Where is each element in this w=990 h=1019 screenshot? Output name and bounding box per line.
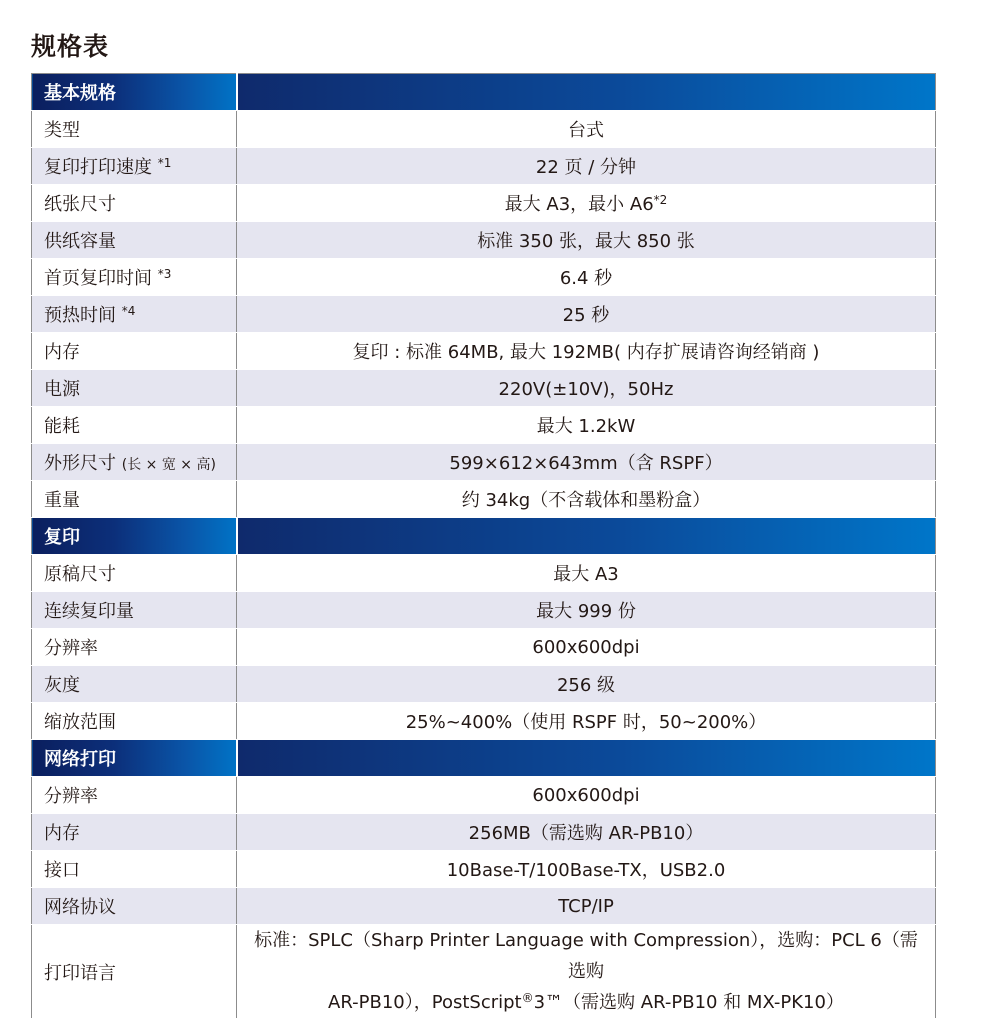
footnote-mark: *4 xyxy=(121,304,136,318)
footnote-mark: *2 xyxy=(653,193,668,207)
spec-label: 预热时间 $^{*4}$ xyxy=(32,296,237,333)
value-line-1: 标准：SPLC（Sharp Printer Language with Compression），选购：PCL 6（需选购 xyxy=(254,930,918,982)
table-row xyxy=(32,296,936,333)
spec-label: 复印打印速度 $^{*1}$ xyxy=(32,148,237,185)
spec-value: 6.4 秒 xyxy=(237,259,936,296)
table-row xyxy=(32,148,936,185)
table-row xyxy=(32,592,936,629)
spec-value: 25 秒 xyxy=(237,296,936,333)
table-row xyxy=(32,444,936,481)
value-line-2b: 3™（需选购 AR-PB10 和 MX-PK10） xyxy=(533,992,844,1013)
spec-label: 分辨率 xyxy=(32,629,237,666)
spec-label: 重量 xyxy=(32,481,237,518)
value-line-2a: AR-PB10），PostScript xyxy=(328,992,522,1013)
table-row xyxy=(32,777,936,814)
spec-value: 台式 xyxy=(237,111,936,148)
footnote-mark: *1 xyxy=(157,156,172,170)
spec-label: 分辨率 xyxy=(32,777,237,814)
spec-label: 首页复印时间 $^{*3}$ xyxy=(32,259,237,296)
spec-table xyxy=(31,73,936,1019)
spec-label: 接口 xyxy=(32,851,237,888)
spec-label: 外形尺寸 (长 × 宽 × 高) xyxy=(32,444,237,481)
table-row xyxy=(32,259,936,296)
spec-value: 25%~400%（使用 RSPF 时，50~200%） xyxy=(237,703,936,740)
table-row xyxy=(32,111,936,148)
spec-label: 打印语言 xyxy=(32,925,237,1019)
table-row xyxy=(32,814,936,851)
spec-value: 256MB（需选购 AR-PB10） xyxy=(237,814,936,851)
page-title: 规格表 xyxy=(31,32,110,61)
spec-value: 600x600dpi xyxy=(237,777,936,814)
table-row xyxy=(32,925,936,1019)
spec-value: TCP/IP xyxy=(237,888,936,925)
spec-value: 最大 999 份 xyxy=(237,592,936,629)
section-header-basic xyxy=(32,74,936,111)
spec-value: 22 页 / 分钟 xyxy=(237,148,936,185)
table-row xyxy=(32,629,936,666)
table-row xyxy=(32,407,936,444)
spec-value: 复印 : 标准 64MB, 最大 192MB( 内存扩展请咨询经销商 ) xyxy=(237,333,936,370)
registered-mark: ® xyxy=(521,991,534,1005)
spec-value: 约 34kg（不含载体和墨粉盒） xyxy=(237,481,936,518)
spec-label: 缩放范围 xyxy=(32,703,237,740)
section-title: 网络打印 xyxy=(32,740,237,777)
table-row xyxy=(32,851,936,888)
footnote-mark: *3 xyxy=(157,267,172,281)
spec-value: 600x600dpi xyxy=(237,629,936,666)
spec-label: 灰度 xyxy=(32,666,237,703)
spec-label: 纸张尺寸 xyxy=(32,185,237,222)
section-title: 复印 xyxy=(32,518,237,555)
table-row xyxy=(32,370,936,407)
table-row xyxy=(32,666,936,703)
spec-label: 供纸容量 xyxy=(32,222,237,259)
section-title: 基本规格 xyxy=(32,74,237,111)
spec-value: 最大 A3，最小 A6$^{*2}$ xyxy=(237,185,936,222)
table-row xyxy=(32,222,936,259)
table-row xyxy=(32,888,936,925)
spec-label: 电源 xyxy=(32,370,237,407)
table-row xyxy=(32,555,936,592)
spec-value: 599×612×643mm（含 RSPF） xyxy=(237,444,936,481)
table-row xyxy=(32,481,936,518)
section-header-copy xyxy=(32,518,936,555)
spec-value: 标准 350 张，最大 850 张 xyxy=(237,222,936,259)
table-row xyxy=(32,185,936,222)
spec-label: 连续复印量 xyxy=(32,592,237,629)
spec-label: 能耗 xyxy=(32,407,237,444)
spec-label: 内存 xyxy=(32,814,237,851)
spec-value xyxy=(237,925,936,1019)
spec-value: 10Base-T/100Base-TX，USB2.0 xyxy=(237,851,936,888)
section-header-network xyxy=(32,740,936,777)
spec-label: 类型 xyxy=(32,111,237,148)
spec-label: 原稿尺寸 xyxy=(32,555,237,592)
table-row xyxy=(32,703,936,740)
spec-label: 网络协议 xyxy=(32,888,237,925)
spec-value: 256 级 xyxy=(237,666,936,703)
spec-label: 内存 xyxy=(32,333,237,370)
spec-value: 220V(±10V)，50Hz xyxy=(237,370,936,407)
label-suffix: (长 × 宽 × 高) xyxy=(121,457,216,473)
spec-value: 最大 1.2kW xyxy=(237,407,936,444)
spec-value: 最大 A3 xyxy=(237,555,936,592)
table-row xyxy=(32,333,936,370)
